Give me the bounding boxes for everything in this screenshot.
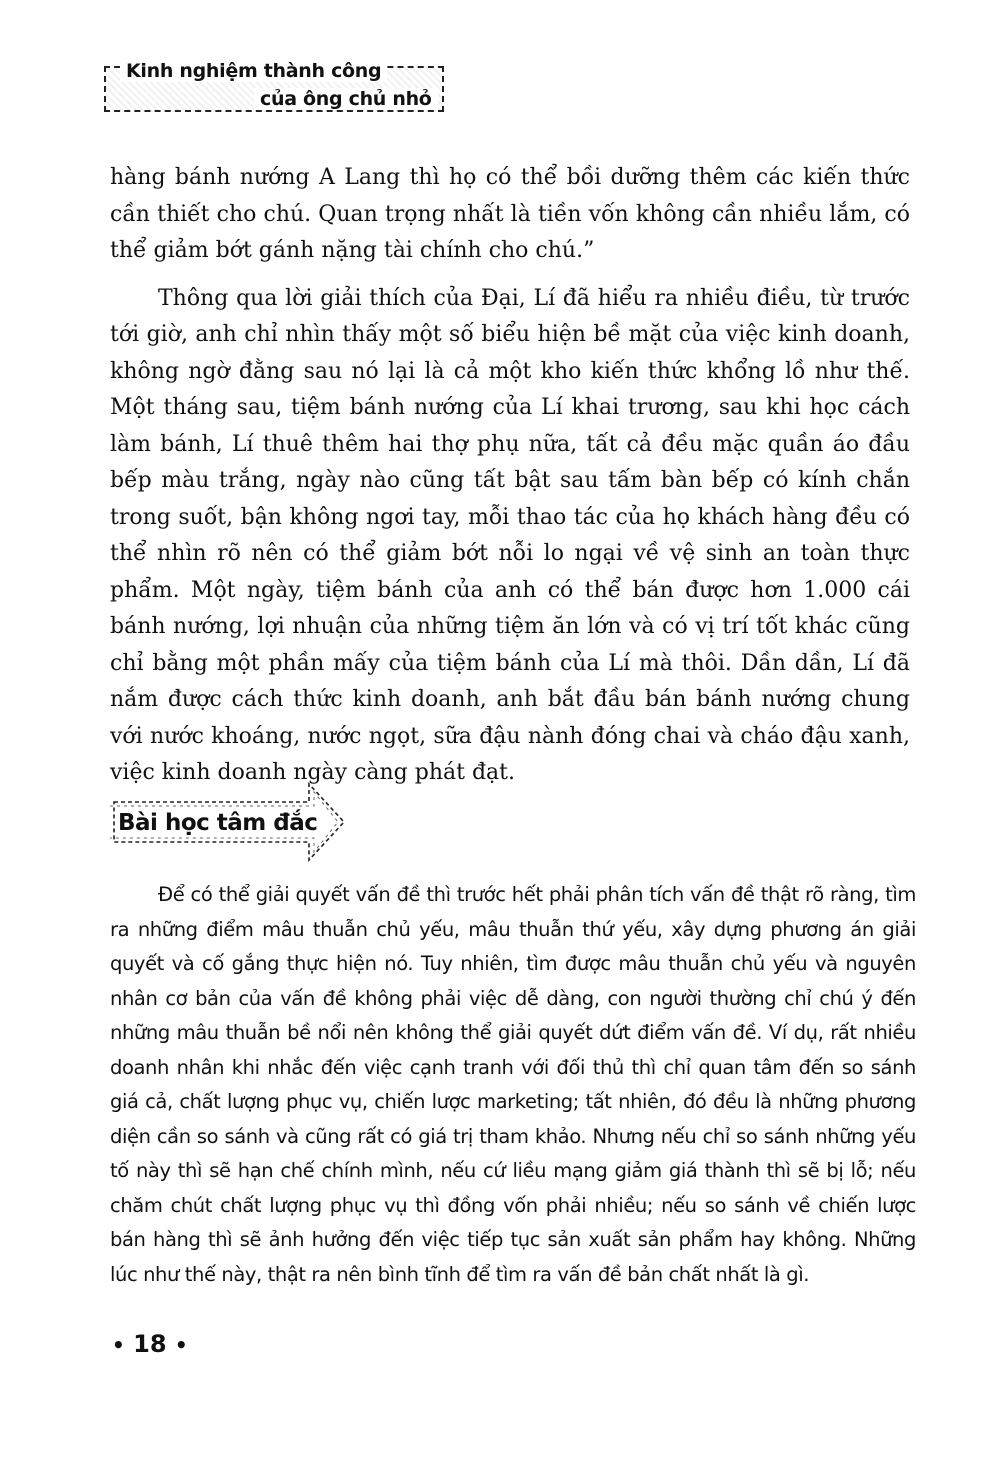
running-head xyxy=(104,58,444,116)
running-head-line2: của ông chủ nhỏ xyxy=(254,88,438,110)
lesson-text xyxy=(110,878,916,1292)
lesson-title: Bài học tâm đắc xyxy=(118,810,318,836)
page-number xyxy=(112,1330,188,1358)
running-head-line1: Kinh nghiệm thành công xyxy=(120,60,387,82)
lesson-banner xyxy=(104,780,354,864)
bullet-right: • xyxy=(174,1333,188,1357)
body-paragraph: Thông qua lời giải thích của Đại, Lí đã hiểu ra nhiều điều, từ trước tới giờ, anh chỉ nhìn thấy một số biểu hiện bề mặt của việc kinh doanh, không ngờ đằng sau nó lại là cả một kho kiến thức khổng lồ như thế. Một tháng sau, tiệm bánh nướng của Lí khai trương, sau khi học cách làm bánh, Lí thuê thêm hai thợ phụ nữa, tất cả đều mặc quần áo đầu bếp màu trắng, ngày nào cũng tất bật sau tấm bàn bếp có kính chắn trong suốt, bận không ngơi tay, mỗi thao tác của họ khách hàng đều có thể nhìn rõ nên có thể giảm bớt nỗi lo ngại về vệ sinh an toàn thực phẩm. Một ngày, tiệm bánh của anh có thể bán được hơn 1.000 cái bánh nướng, lợi nhuận của những tiệm ăn lớn và có vị trí tốt khác cũng chỉ bằng một phần mấy của tiệm bánh của Lí mà thôi. Dần dần, Lí đã nắm được cách thức kinh doanh, anh bắt đầu bán bánh nướng chung với nước khoáng, nước ngọt, sữa đậu nành đóng chai và cháo đậu xanh, việc kinh doanh ngày càng phát đạt. xyxy=(110,285,910,785)
body-paragraph: hàng bánh nướng A Lang thì họ có thể bồi dưỡng thêm các kiến thức cần thiết cho chú. Quan trọng nhất là tiền vốn không cần nhiều lắm, có thể giảm bớt gánh nặng tài chính cho chú.” xyxy=(110,165,910,263)
lesson-paragraph: Để có thể giải quyết vấn đề thì trước hết phải phân tích vấn đề thật rõ ràng, tìm ra những điểm mâu thuẫn chủ yếu, mâu thuẫn thứ yếu, xây dựng phương án giải quyết và cố gắng thực hiện nó. Tuy nhiên, tìm được mâu thuẫn chủ yếu và nguyên nhân cơ bản của vấn đề không phải việc dễ dàng, con người thường chỉ chú ý đến những mâu thuẫn bề nổi nên không thể giải quyết dứt điểm vấn đề. Ví dụ, rất nhiều doanh nhân khi nhắc đến việc cạnh tranh với đối thủ thì chỉ quan tâm đến so sánh giá cả, chất lượng phục vụ, chiến lược marketing; tất nhiên, đó đều là những phương diện cần so sánh và cũng rất có giá trị tham khảo. Nhưng nếu chỉ so sánh những yếu tố này thì sẽ hạn chế chính mình, nếu cứ liều mạng giảm giá thành thì sẽ bị lỗ; nếu chăm chút chất lượng phục vụ thì đồng vốn phải nhiều; nếu so sánh về chiến lược bán hàng thì sẽ ảnh hưởng đến việc tiếp tục sản xuất sản phẩm hay không. Những lúc như thế này, thật ra nên bình tĩnh để tìm ra vấn đề bản chất nhất là gì. xyxy=(110,883,916,1286)
page-number-value: 18 xyxy=(133,1330,167,1358)
body-text xyxy=(110,160,910,803)
bullet-left: • xyxy=(112,1333,125,1357)
